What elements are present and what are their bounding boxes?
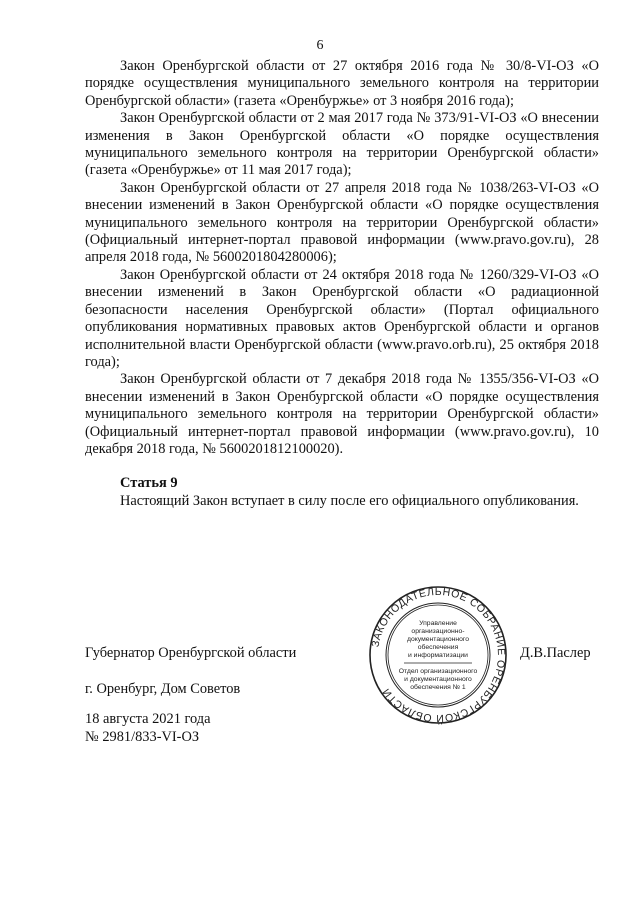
law-paragraph: Закон Оренбургской области от 27 октября 2016 года № 30/8-VI-ОЗ «О порядке осуществления муниципального земельного контроля на территории Оренбургской области» (газета «Оренбуржье» от 3 ноября 2016 года); [85, 58, 599, 109]
signing-place: г. Оренбург, Дом Советов [85, 681, 241, 697]
law-paragraph: Закон Оренбургской области от 24 октября 2018 года № 1260/329-VI-ОЗ «О внесении изменений в Закон Оренбургской области «О радиационной безопасности населения Оренбургской области» (Портал официального опубликования нормативных правовых актов Оренбургской области и органов исполнительной власти Оренбургской области (www.pravo.orb.ru), 25 октября 2018 года); [85, 266, 599, 370]
stamp-line: и документационного [404, 676, 472, 683]
governor-name: Д.В.Паслер [520, 645, 591, 661]
official-stamp-icon [368, 585, 508, 725]
stamp-line: и информатизации [408, 652, 468, 659]
article-text: Настоящий Закон вступает в силу после его официального опубликования. [120, 492, 579, 509]
law-number: № 2981/833-VI-ОЗ [85, 729, 200, 745]
article-heading: Статья 9 [120, 475, 178, 492]
governor-title: Губернатор Оренбургской области [85, 645, 297, 661]
stamp-line: Отдел организационного [398, 668, 478, 675]
law-paragraph: Закон Оренбургской области от 2 мая 2017 года № 373/91-VI-ОЗ «О внесении изменения в Закон Оренбургской области «О порядке осуществления муниципального земельного контроля на территории Оренбургской области» (газета «Оренбуржье» от 11 мая 2017 года); [85, 110, 599, 179]
document-body [85, 58, 599, 510]
signing-date: 18 августа 2021 года [85, 711, 211, 727]
stamp-line: организационно- [411, 628, 465, 635]
stamp-outer-text: ЗАКОНОДАТЕЛЬНОЕ СОБРАНИЕ ОРЕНБУРГСКОЙ ОБЛАСТИ [369, 585, 508, 725]
stamp-line: обеспечения № 1 [410, 684, 466, 691]
stamp-line: обеспечения [417, 644, 459, 651]
stamp-line: документационного [406, 636, 470, 643]
stamp-line: Управление [419, 620, 457, 627]
law-paragraph: Закон Оренбургской области от 7 декабря 2018 года № 1355/356-VI-ОЗ «О внесении изменений в Закон Оренбургской области «О порядке осуществления муниципального земельного контроля на территории Оренбургской области» (Официальный интернет-портал правовой информации (www.pravo.gov.ru), 10 декабря 2018 года, № 5600201812100020). [85, 371, 599, 457]
page-number: 6 [316, 38, 324, 53]
law-paragraph: Закон Оренбургской области от 27 апреля 2018 года № 1038/263-VI-ОЗ «О внесении изменений в Закон Оренбургской области «О порядке осуществления муниципального земельного контроля на территории Оренбургской области» (Официальный интернет-портал правовой информации (www.pravo.gov.ru), 28 апреля 2018 года, № 5600201804280006); [85, 179, 599, 266]
